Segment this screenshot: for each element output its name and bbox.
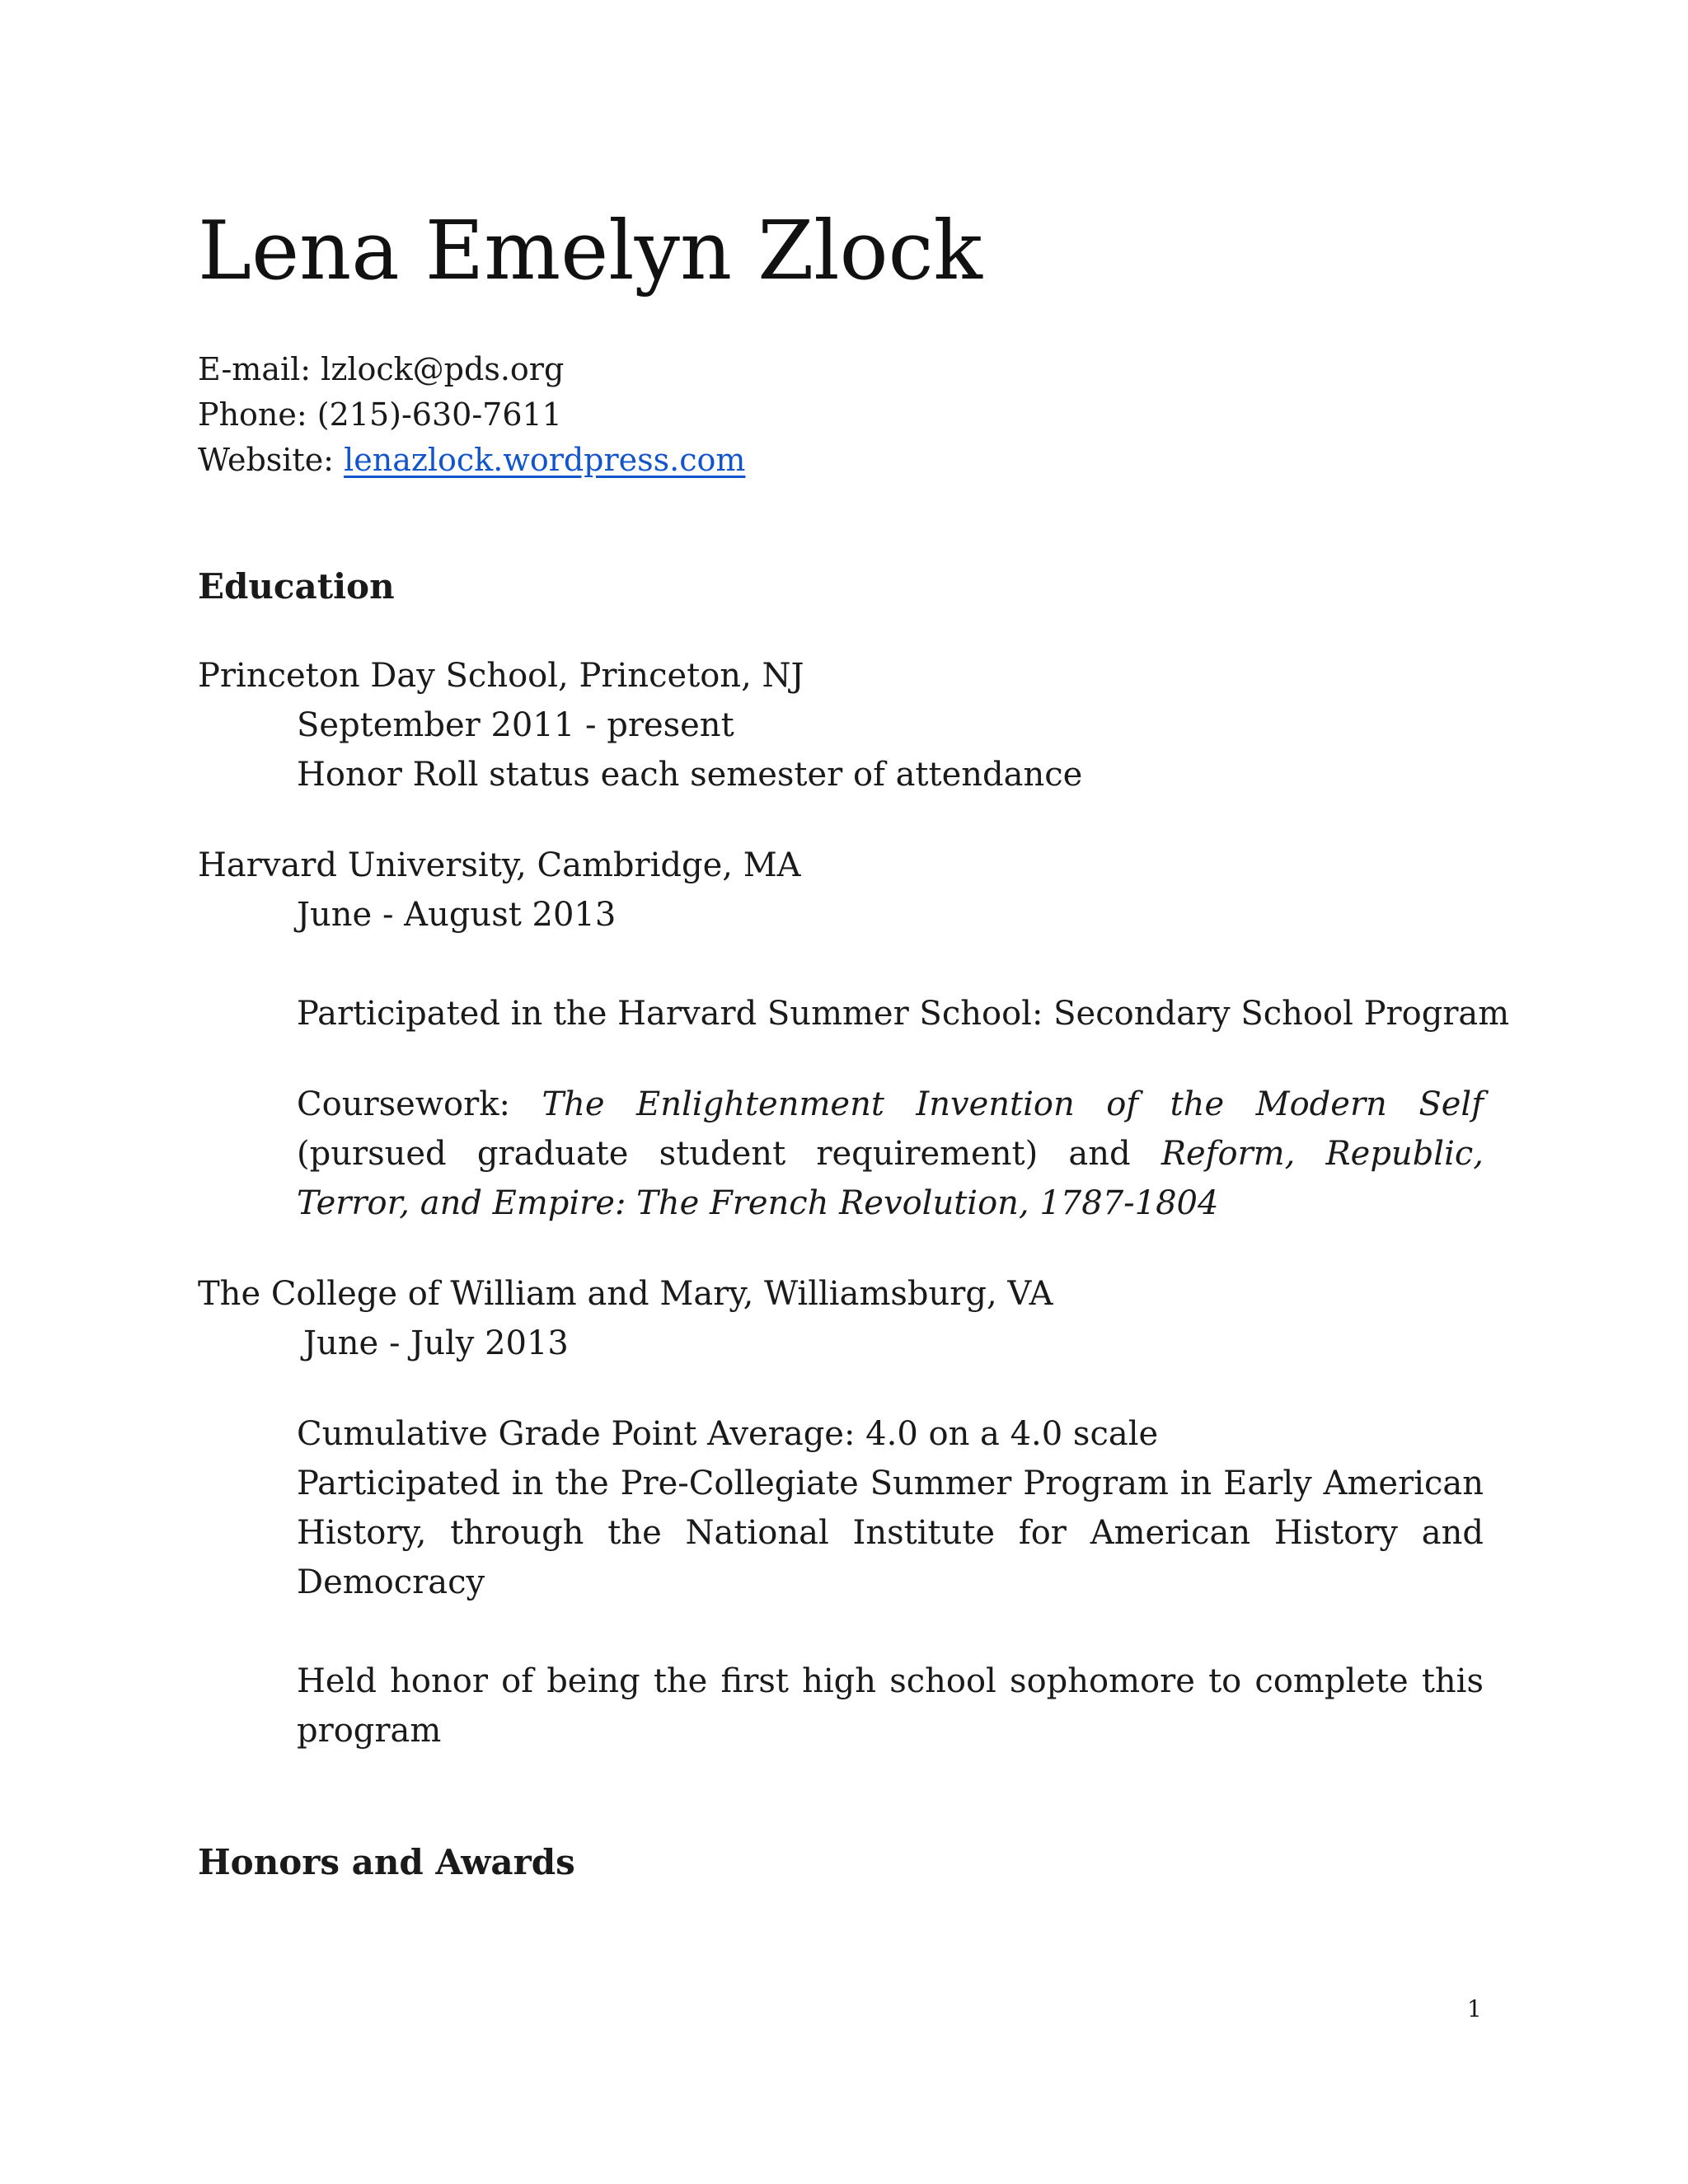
education-entry-title: Princeton Day School, Princeton, NJ: [198, 657, 804, 695]
page-number: 1: [1467, 1995, 1482, 2022]
website-link[interactable]: lenazlock.wordpress.com: [344, 442, 746, 478]
education-entry-detail: Honor Roll status each semester of attendance: [297, 756, 1083, 794]
phone-value: (215)-630-7611: [316, 396, 562, 433]
phone-line: [198, 391, 562, 438]
education-entry-program: Participated in the Pre-Collegiate Summer Program in Early American History, through the National Institute for American History and Democracy: [297, 1465, 1484, 1601]
course-note: (pursued graduate student requirement) and: [297, 1135, 1161, 1173]
education-entry-title: The College of William and Mary, Williamsburg, VA: [198, 1275, 1053, 1313]
email-label: E-mail:: [198, 351, 321, 387]
education-heading: Education: [198, 566, 395, 607]
website-label: Website:: [198, 442, 345, 478]
coursework-label: Coursework:: [297, 1085, 542, 1123]
education-entry-honor: Held honor of being the first high school sophomore to complete this program: [297, 1662, 1484, 1750]
education-entry-coursework: [297, 1080, 1484, 1228]
education-entry-dates: September 2011 - present: [297, 706, 734, 744]
email-value: lzlock@pds.org: [321, 351, 565, 387]
course-title: The Enlightenment Invention of the Modern Self: [542, 1085, 1484, 1123]
resume-name: Lena Emelyn Zlock: [198, 204, 982, 298]
website-line: [198, 437, 745, 483]
education-entry-title: Harvard University, Cambridge, MA: [198, 846, 801, 884]
education-entry-gpa: Cumulative Grade Point Average: 4.0 on a 4.0 scale: [297, 1415, 1159, 1453]
education-entry-program: Participated in the Harvard Summer School: Secondary School Program: [297, 995, 1510, 1033]
email-line: [198, 346, 564, 392]
honors-heading: Honors and Awards: [198, 1842, 575, 1882]
course-title: Reform, Republic, Terror, and Empire: The French Revolution, 1787-1804: [297, 1135, 1484, 1222]
education-entry-dates: June - August 2013: [297, 896, 617, 934]
education-entry-dates: June - July 2013: [303, 1324, 569, 1362]
phone-label: Phone:: [198, 396, 317, 433]
